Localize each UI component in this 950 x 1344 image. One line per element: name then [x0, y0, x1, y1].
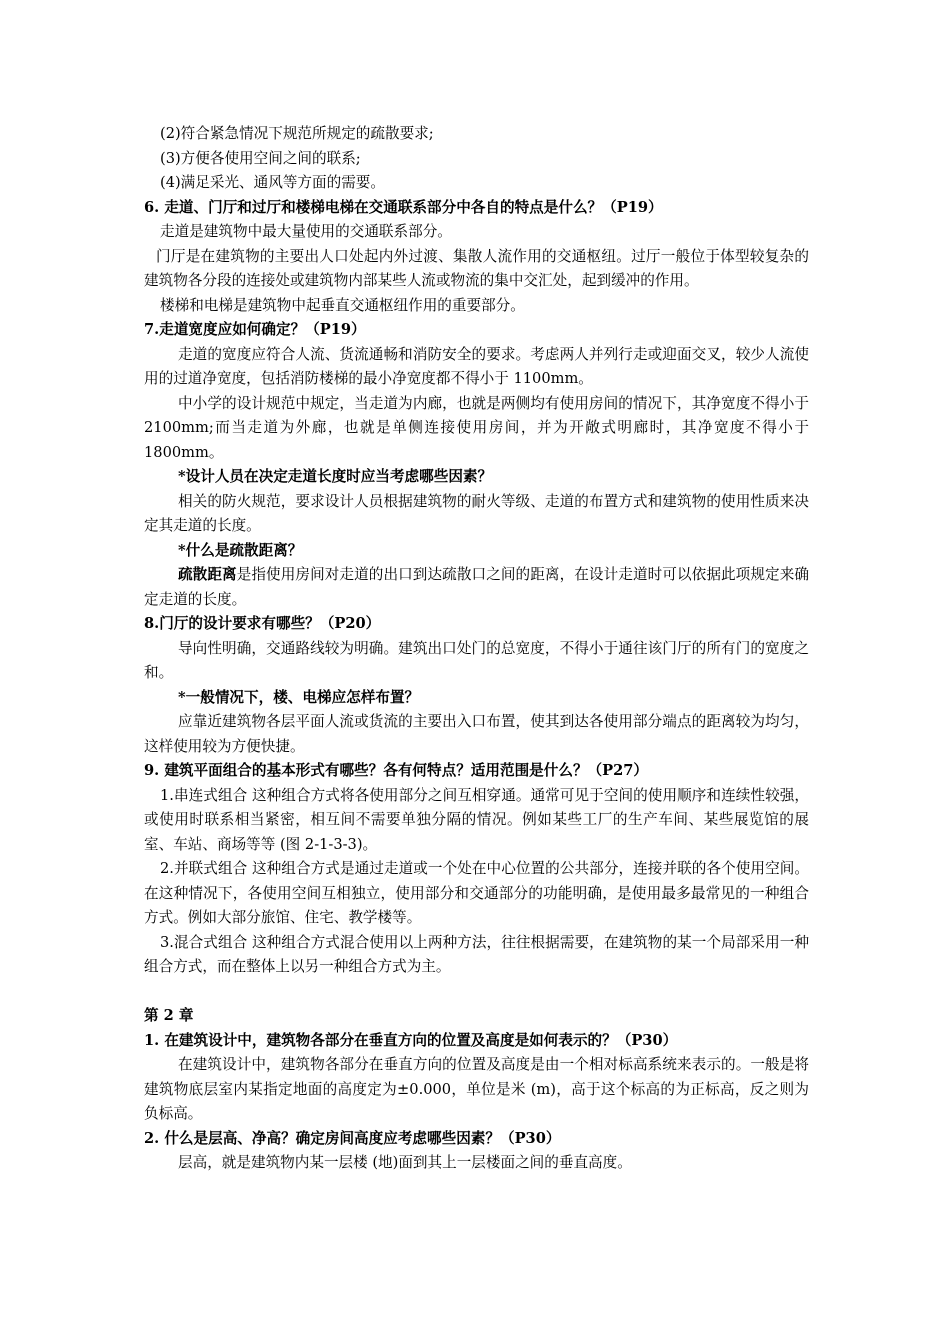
paragraph: 1.串连式组合 这种组合方式将各使用部分之间互相穿通。通常可见于空间的使用顺序和连续性较强，或使用时联系相当紧密，相互间不需要单独分隔的情况。例如某些工厂的生产车间、某些展览馆的展室、车站、商场等等 (图 2-1-3-3)。	[144, 786, 809, 853]
paragraph: 相关的防火规范，要求设计人员根据建筑物的耐火等级、走道的布置方式和建筑物的使用性质来决定其走道的长度。	[144, 492, 809, 534]
paragraph: 导向性明确，交通路线较为明确。建筑出口处门的总宽度，不得小于通往该门厅的所有门的宽度之和。	[144, 639, 809, 681]
question-heading: 8.门厅的设计要求有哪些？（P20）	[144, 615, 381, 632]
chapter-heading: 第 2 章	[144, 1007, 194, 1024]
question-heading: 9. 建筑平面组合的基本形式有哪些？各有何特点？适用范围是什么？（P27）	[144, 762, 649, 779]
paragraph: 2.并联式组合 这种组合方式是通过走道或一个处在中心位置的公共部分，连接并联的各个使用空间。在这种情况下，各使用空间互相独立，使用部分和交通部分的功能明确，是使用最多最常见的一种组合方式。例如大部分旅馆、住宅、教学楼等。	[144, 860, 809, 926]
paragraph: 应靠近建筑物各层平面人流或货流的主要出入口布置，使其到达各使用部分端点的距离较为均匀，这样使用较为方便快捷。	[144, 713, 809, 755]
paragraph	[144, 563, 809, 612]
paragraph: 3.混合式组合 这种组合方式混合使用以上两种方法，往往根据需要，在建筑物的某一个局部采用一种组合方式，而在整体上以另一种组合方式为主。	[144, 933, 809, 975]
paragraph-text: 是指使用房间对走道的出口到达疏散口之间的距离，在设计走道时可以依据此项规定来确定走道的长度。	[144, 566, 809, 608]
question-heading: 1. 在建筑设计中，建筑物各部分在垂直方向的位置及高度是如何表示的？（P30）	[144, 1031, 678, 1049]
paragraph: 层高，就是建筑物内某一层楼 (地)面到其上一层楼面之间的垂直高度。	[178, 1154, 632, 1171]
question-heading: 7.走道宽度应如何确定？（P19）	[144, 321, 366, 338]
paragraph: 走道是建筑物中最大量使用的交通联系部分。	[160, 223, 452, 240]
paragraph: 楼梯和电梯是建筑物中起垂直交通枢纽作用的重要部分。	[160, 296, 525, 314]
paragraph: 在建筑设计中，建筑物各部分在垂直方向的位置及高度是由一个相对标高系统来表示的。一般是将建筑物底层室内某指定地面的高度定为±0.000，单位是米 (m)，高于这个标高的为正标高，反之则为负标高。	[144, 1056, 809, 1122]
list-item: (4)满足采光、通风等方面的需要。	[160, 174, 385, 191]
sub-question-heading: *设计人员在决定走道长度时应当考虑哪些因素？	[178, 468, 493, 485]
document-page	[144, 122, 809, 1176]
paragraph: 门厅是在建筑物的主要出人口处起内外过渡、集散人流作用的交通枢纽。过厅一般位于体型较复杂的建筑物各分段的连接处或建筑物内部某些人流或物流的集中交汇处，起到缓冲的作用。	[144, 247, 809, 289]
bold-term: 疏散距离	[178, 566, 237, 583]
question-heading: 6. 走道、门厅和过厅和楼梯电梯在交通联系部分中各自的特点是什么？（P19）	[144, 198, 663, 216]
spacer	[144, 980, 809, 1005]
list-item: (3)方便各使用空间之间的联系;	[160, 149, 361, 167]
paragraph: 走道的宽度应符合人流、货流通畅和消防安全的要求。考虑两人并列行走或迎面交叉，较少人流使用的过道净宽度，包括消防楼梯的最小净宽度都不得小于 1100mm。	[144, 345, 809, 387]
sub-question-heading: *一般情况下，楼、电梯应怎样布置？	[178, 688, 420, 706]
sub-question-heading: *什么是疏散距离？	[178, 541, 303, 559]
paragraph: 中小学的设计规范中规定，当走道为内廊，也就是两侧均有使用房间的情况下，其净宽度不得小于 2100mm;而当走道为外廊，也就是单侧连接使用房间，并为开敞式明廊时，其净宽度不得小于 1800mm。	[144, 394, 809, 461]
question-heading: 2. 什么是层高、净高？确定房间高度应考虑哪些因素？（P30）	[144, 1129, 561, 1147]
list-item: (2)符合紧急情况下规范所规定的疏散要求;	[160, 125, 434, 142]
